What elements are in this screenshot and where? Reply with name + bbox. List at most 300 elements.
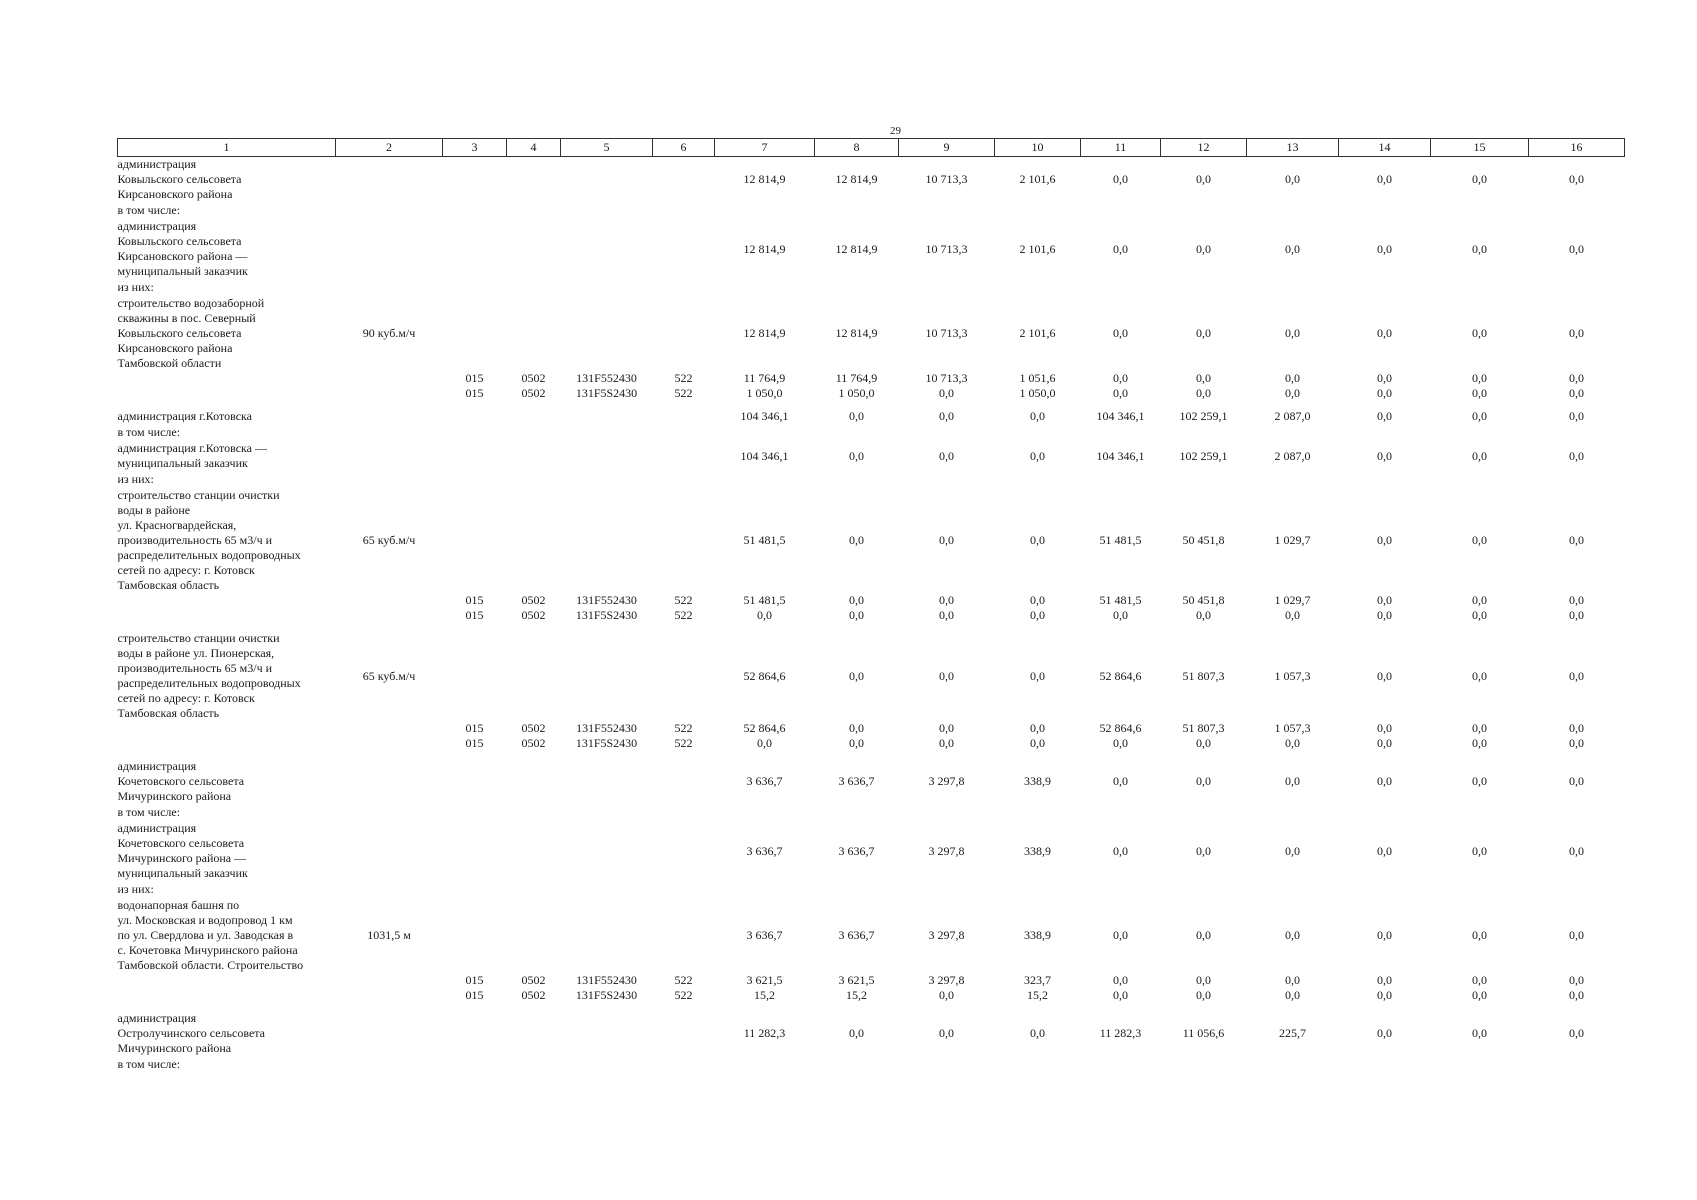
value-col-15: 0,0 — [1472, 608, 1487, 622]
row-name — [118, 202, 336, 219]
value-col-12: 50 451,8 — [1182, 533, 1225, 547]
table-row — [118, 721, 1625, 736]
row-name-line: из них: — [117, 472, 154, 486]
row-spacer — [118, 623, 1625, 631]
capacity-cell — [336, 157, 443, 203]
column-header-8: 8 — [815, 139, 899, 157]
value-col-13: 0,0 — [1285, 774, 1300, 788]
section-code — [507, 409, 561, 424]
value-col-9: 0,0 — [939, 721, 954, 735]
row-name — [118, 1011, 336, 1056]
row-name-line: по ул. Свердлова и ул. Заводская в — [117, 928, 294, 942]
capacity-cell — [336, 593, 443, 608]
value-col-16: 0,0 — [1569, 172, 1584, 186]
value-col-15: 0,0 — [1472, 241, 1487, 256]
value-col-7: 12 814,9 — [743, 241, 786, 256]
row-name — [118, 736, 336, 751]
admin-code: 015 — [465, 608, 484, 622]
value-col-10 — [995, 1056, 1081, 1073]
value-col-11: 104 346,1 — [1096, 409, 1145, 423]
value-col-15 — [1431, 471, 1529, 488]
value-col-10: 0,0 — [1030, 668, 1045, 683]
expense-type-code: 522 — [674, 371, 693, 385]
value-col-14: 0,0 — [1377, 448, 1392, 463]
value-col-16: 0,0 — [1569, 241, 1584, 256]
value-col-11: 0,0 — [1113, 608, 1128, 622]
row-name-line: администрация — [117, 157, 197, 171]
value-col-15: 0,0 — [1472, 533, 1487, 547]
target-code — [561, 631, 653, 721]
expense-type-code — [653, 157, 715, 203]
row-name — [118, 608, 336, 623]
page-number: 29 — [890, 125, 901, 137]
expense-type-code — [653, 804, 715, 821]
value-col-9: 0,0 — [939, 988, 954, 1002]
value-col-10: 1 051,6 — [1019, 371, 1056, 385]
expense-type-code: 522 — [674, 736, 693, 750]
table-row — [118, 821, 1625, 881]
value-col-8 — [815, 424, 899, 441]
value-col-16: 0,0 — [1569, 371, 1584, 385]
value-col-15 — [1431, 202, 1529, 219]
section-code: 0502 — [521, 593, 546, 607]
row-name-line: строительство водозаборной — [117, 296, 265, 310]
row-name-line: муниципальный заказчик — [117, 866, 248, 880]
value-col-8: 0,0 — [849, 668, 864, 683]
capacity-cell — [336, 202, 443, 219]
row-name — [118, 424, 336, 441]
expense-type-code — [653, 424, 715, 441]
value-col-14 — [1339, 202, 1431, 219]
target-code: 131F552430 — [576, 721, 637, 735]
capacity-cell — [336, 424, 443, 441]
value-col-8 — [815, 804, 899, 821]
value-col-16: 0,0 — [1569, 409, 1584, 423]
row-name-line: водонапорная башня по — [117, 898, 240, 912]
value-col-13: 225,7 — [1279, 1026, 1306, 1040]
value-col-9 — [899, 1056, 995, 1073]
row-name-line: муниципальный заказчик — [117, 264, 248, 278]
value-col-7: 0,0 — [757, 736, 772, 750]
row-name — [118, 371, 336, 386]
target-code — [561, 898, 653, 973]
expense-type-code — [653, 409, 715, 424]
value-col-11: 52 864,6 — [1099, 668, 1142, 683]
section-code: 0502 — [521, 386, 546, 400]
value-col-8: 3 636,7 — [838, 843, 875, 858]
row-name-line: администрация — [117, 1011, 197, 1025]
section-code — [507, 471, 561, 488]
value-col-9: 10 713,3 — [925, 371, 968, 385]
value-col-13 — [1247, 804, 1339, 821]
value-col-9: 0,0 — [939, 593, 954, 607]
value-col-7 — [715, 881, 815, 898]
row-name — [118, 881, 336, 898]
value-col-16 — [1529, 202, 1625, 219]
row-name-line: в том числе: — [117, 805, 181, 819]
section-code: 0502 — [521, 371, 546, 385]
value-col-12 — [1161, 1056, 1247, 1073]
row-name — [118, 804, 336, 821]
admin-code — [443, 804, 507, 821]
value-col-7: 12 814,9 — [743, 172, 786, 186]
row-name-line: Мичуринского района — — [117, 851, 247, 865]
value-col-12 — [1161, 202, 1247, 219]
row-name — [118, 821, 336, 881]
value-col-14: 0,0 — [1377, 608, 1392, 622]
value-col-16 — [1529, 881, 1625, 898]
value-col-10: 2 101,6 — [1019, 172, 1056, 186]
admin-code — [443, 424, 507, 441]
value-col-9: 10 713,3 — [925, 241, 968, 256]
column-header-5: 5 — [561, 139, 653, 157]
table-row — [118, 1056, 1625, 1073]
value-col-11: 52 864,6 — [1099, 721, 1142, 735]
row-name — [118, 409, 336, 424]
table-row — [118, 488, 1625, 593]
value-col-16: 0,0 — [1569, 326, 1584, 340]
target-code — [561, 1011, 653, 1056]
section-code — [507, 441, 561, 471]
capacity-cell — [336, 736, 443, 751]
value-col-16: 0,0 — [1569, 736, 1584, 750]
expense-type-code — [653, 471, 715, 488]
target-code: 131F552430 — [576, 371, 637, 385]
section-code — [507, 488, 561, 593]
value-col-16: 0,0 — [1569, 448, 1584, 463]
value-col-10 — [995, 424, 1081, 441]
admin-code — [443, 157, 507, 203]
value-col-15: 0,0 — [1472, 668, 1487, 683]
table-row — [118, 296, 1625, 371]
table-row — [118, 804, 1625, 821]
value-col-11: 0,0 — [1113, 988, 1128, 1002]
value-col-7: 0,0 — [757, 608, 772, 622]
value-col-10: 2 101,6 — [1019, 241, 1056, 256]
row-name-line: с. Кочетовка Мичуринского района — [117, 943, 298, 957]
value-col-11: 51 481,5 — [1099, 593, 1142, 607]
value-col-14: 0,0 — [1377, 241, 1392, 256]
capacity-cell — [336, 988, 443, 1003]
value-col-12: 0,0 — [1196, 774, 1211, 788]
value-col-14: 0,0 — [1377, 409, 1392, 423]
capacity-cell — [336, 821, 443, 881]
section-code — [507, 881, 561, 898]
value-col-10: 2 101,6 — [1019, 326, 1056, 340]
target-code — [561, 424, 653, 441]
admin-code: 015 — [465, 736, 484, 750]
value-col-11 — [1081, 471, 1161, 488]
target-code — [561, 821, 653, 881]
value-col-10: 0,0 — [1030, 533, 1045, 547]
row-name-line: Тамбовской области — [117, 356, 222, 370]
value-col-15: 0,0 — [1472, 409, 1487, 423]
capacity-cell — [336, 973, 443, 988]
target-code: 131F552430 — [576, 593, 637, 607]
value-col-14: 0,0 — [1377, 533, 1392, 547]
value-col-15: 0,0 — [1472, 721, 1487, 735]
value-col-13: 0,0 — [1285, 371, 1300, 385]
value-col-9: 10 713,3 — [925, 326, 968, 340]
expense-type-code — [653, 759, 715, 804]
value-col-8: 3 636,7 — [838, 774, 875, 788]
value-col-10 — [995, 279, 1081, 296]
capacity-cell — [336, 881, 443, 898]
row-name — [118, 296, 336, 371]
admin-code — [443, 821, 507, 881]
value-col-12 — [1161, 804, 1247, 821]
value-col-10: 0,0 — [1030, 593, 1045, 607]
value-col-7 — [715, 279, 815, 296]
table-row — [118, 736, 1625, 751]
admin-code — [443, 631, 507, 721]
value-col-10: 338,9 — [1024, 928, 1051, 942]
target-code — [561, 202, 653, 219]
value-col-7: 1 050,0 — [746, 386, 783, 400]
value-col-16: 0,0 — [1569, 928, 1584, 942]
row-name-line: из них: — [117, 882, 154, 896]
value-col-10: 0,0 — [1030, 736, 1045, 750]
value-col-8: 0,0 — [849, 721, 864, 735]
value-col-16 — [1529, 471, 1625, 488]
admin-code — [443, 881, 507, 898]
value-col-10: 0,0 — [1030, 608, 1045, 622]
capacity-cell — [336, 1056, 443, 1073]
value-col-15: 0,0 — [1472, 172, 1487, 186]
value-col-8 — [815, 279, 899, 296]
value-col-7 — [715, 424, 815, 441]
value-col-15 — [1431, 424, 1529, 441]
admin-code — [443, 898, 507, 973]
value-col-16: 0,0 — [1569, 973, 1584, 987]
admin-code — [443, 279, 507, 296]
value-col-15: 0,0 — [1472, 843, 1487, 858]
value-col-8 — [815, 881, 899, 898]
value-col-8: 15,2 — [846, 988, 867, 1002]
target-code: 131F5S2430 — [575, 736, 638, 750]
row-spacer — [118, 751, 1625, 759]
admin-code — [443, 488, 507, 593]
section-code — [507, 898, 561, 973]
value-col-15 — [1431, 279, 1529, 296]
expense-type-code: 522 — [674, 721, 693, 735]
value-col-7 — [715, 471, 815, 488]
value-col-8 — [815, 471, 899, 488]
value-col-11: 0,0 — [1113, 928, 1128, 942]
table-row — [118, 471, 1625, 488]
row-name-line: распределительных водопроводных — [117, 676, 301, 690]
value-col-11 — [1081, 202, 1161, 219]
column-header-6: 6 — [653, 139, 715, 157]
target-code — [561, 804, 653, 821]
value-col-14: 0,0 — [1377, 668, 1392, 683]
value-col-14: 0,0 — [1377, 721, 1392, 735]
value-col-8: 12 814,9 — [835, 326, 878, 340]
spacer-cell — [118, 623, 1625, 631]
table-body — [118, 157, 1625, 1074]
row-spacer — [118, 401, 1625, 409]
target-code — [561, 881, 653, 898]
target-code — [561, 296, 653, 371]
row-name — [118, 759, 336, 804]
value-col-12: 0,0 — [1196, 386, 1211, 400]
value-col-13: 0,0 — [1285, 172, 1300, 186]
value-col-13: 0,0 — [1285, 973, 1300, 987]
value-col-7 — [715, 202, 815, 219]
value-col-14: 0,0 — [1377, 593, 1392, 607]
value-col-8: 3 621,5 — [838, 973, 875, 987]
section-code — [507, 821, 561, 881]
expense-type-code: 522 — [674, 608, 693, 622]
value-col-11 — [1081, 881, 1161, 898]
value-col-12: 0,0 — [1196, 988, 1211, 1002]
row-name-line: сетей по адресу: г. Котовск — [117, 691, 255, 705]
value-col-10: 0,0 — [1030, 409, 1045, 423]
value-col-12: 0,0 — [1196, 241, 1211, 256]
value-col-9: 0,0 — [939, 386, 954, 400]
column-header-16: 16 — [1529, 139, 1625, 157]
expense-type-code: 522 — [674, 386, 693, 400]
table-row — [118, 279, 1625, 296]
row-name — [118, 593, 336, 608]
value-col-13 — [1247, 1056, 1339, 1073]
value-col-11: 0,0 — [1113, 386, 1128, 400]
expense-type-code — [653, 441, 715, 471]
table-row — [118, 593, 1625, 608]
row-name-line: администрация — [117, 219, 197, 233]
value-col-14 — [1339, 424, 1431, 441]
value-col-13: 1 029,7 — [1274, 593, 1311, 607]
row-name-line: Ковыльского сельсовета — [117, 172, 242, 186]
value-col-7: 3 636,7 — [746, 843, 783, 858]
column-header-2: 2 — [336, 139, 443, 157]
section-code: 0502 — [521, 973, 546, 987]
value-col-14 — [1339, 881, 1431, 898]
value-col-9 — [899, 804, 995, 821]
value-col-11: 51 481,5 — [1099, 533, 1142, 547]
value-col-7: 51 481,5 — [743, 533, 786, 547]
value-col-11: 0,0 — [1113, 843, 1128, 858]
value-col-7 — [715, 1056, 815, 1073]
row-name-line: Мичуринского района — [117, 1041, 232, 1055]
value-col-14: 0,0 — [1377, 973, 1392, 987]
capacity-cell — [336, 759, 443, 804]
row-name-line: распределительных водопроводных — [117, 548, 301, 562]
value-col-15: 0,0 — [1472, 1026, 1487, 1040]
row-name-line: администрация — [117, 759, 197, 773]
value-col-9: 0,0 — [939, 448, 954, 463]
row-name-line: Мичуринского района — [117, 789, 232, 803]
value-col-7: 11 282,3 — [743, 1026, 786, 1040]
value-col-14: 0,0 — [1377, 774, 1392, 788]
spacer-cell — [118, 401, 1625, 409]
value-col-13: 1 029,7 — [1274, 533, 1311, 547]
value-col-9 — [899, 202, 995, 219]
value-col-9: 0,0 — [939, 668, 954, 683]
column-header-9: 9 — [899, 139, 995, 157]
value-col-13 — [1247, 471, 1339, 488]
section-code — [507, 424, 561, 441]
value-col-16: 0,0 — [1569, 533, 1584, 547]
value-col-7: 52 864,6 — [743, 721, 786, 735]
value-col-12 — [1161, 471, 1247, 488]
value-col-13: 1 057,3 — [1274, 721, 1311, 735]
value-col-8: 0,0 — [849, 409, 864, 423]
admin-code — [443, 219, 507, 279]
row-name-line: ул. Московская и водопровод 1 км — [117, 913, 293, 927]
row-name-line: сетей по адресу: г. Котовск — [117, 563, 255, 577]
row-name — [118, 219, 336, 279]
value-col-7: 52 864,6 — [743, 668, 786, 683]
target-code — [561, 279, 653, 296]
budget-table — [117, 138, 1625, 1073]
target-code — [561, 471, 653, 488]
row-name-line: Кочетовского сельсовета — [117, 836, 245, 850]
row-name — [118, 988, 336, 1003]
table-row — [118, 409, 1625, 424]
spacer-cell — [118, 751, 1625, 759]
value-col-9: 0,0 — [939, 608, 954, 622]
value-col-14: 0,0 — [1377, 988, 1392, 1002]
value-col-11 — [1081, 424, 1161, 441]
table-row — [118, 157, 1625, 203]
value-col-11: 0,0 — [1113, 241, 1128, 256]
value-col-8: 12 814,9 — [835, 172, 878, 186]
value-col-13: 0,0 — [1285, 608, 1300, 622]
section-code — [507, 279, 561, 296]
value-col-13: 1 057,3 — [1274, 668, 1311, 683]
table-row — [118, 386, 1625, 401]
value-col-7: 51 481,5 — [743, 593, 786, 607]
value-col-8: 12 814,9 — [835, 241, 878, 256]
value-col-7: 104 346,1 — [740, 448, 789, 463]
value-col-16: 0,0 — [1569, 721, 1584, 735]
expense-type-code: 522 — [674, 988, 693, 1002]
column-header-1: 1 — [118, 139, 336, 157]
section-code — [507, 219, 561, 279]
value-col-15: 0,0 — [1472, 736, 1487, 750]
value-col-15: 0,0 — [1472, 448, 1487, 463]
expense-type-code — [653, 631, 715, 721]
expense-type-code: 522 — [674, 593, 693, 607]
row-name-line: в том числе: — [117, 203, 181, 217]
value-col-13: 0,0 — [1285, 843, 1300, 858]
row-name — [118, 441, 336, 471]
row-spacer — [118, 1003, 1625, 1011]
value-col-10: 0,0 — [1030, 448, 1045, 463]
capacity-cell — [336, 371, 443, 386]
value-col-9 — [899, 279, 995, 296]
admin-code — [443, 409, 507, 424]
value-col-9: 3 297,8 — [928, 973, 965, 987]
value-col-7: 3 636,7 — [746, 928, 783, 942]
admin-code: 015 — [465, 973, 484, 987]
row-name — [118, 279, 336, 296]
value-col-14 — [1339, 804, 1431, 821]
value-col-9: 3 297,8 — [928, 774, 965, 788]
row-name-line: Кирсановского района — [117, 187, 233, 201]
section-code: 0502 — [521, 736, 546, 750]
value-col-13: 0,0 — [1285, 326, 1300, 340]
table-row — [118, 219, 1625, 279]
value-col-14: 0,0 — [1377, 326, 1392, 340]
value-col-15: 0,0 — [1472, 386, 1487, 400]
target-code: 131F5S2430 — [575, 608, 638, 622]
table-row — [118, 759, 1625, 804]
value-col-16: 0,0 — [1569, 843, 1584, 858]
admin-code: 015 — [465, 593, 484, 607]
capacity-cell — [336, 279, 443, 296]
